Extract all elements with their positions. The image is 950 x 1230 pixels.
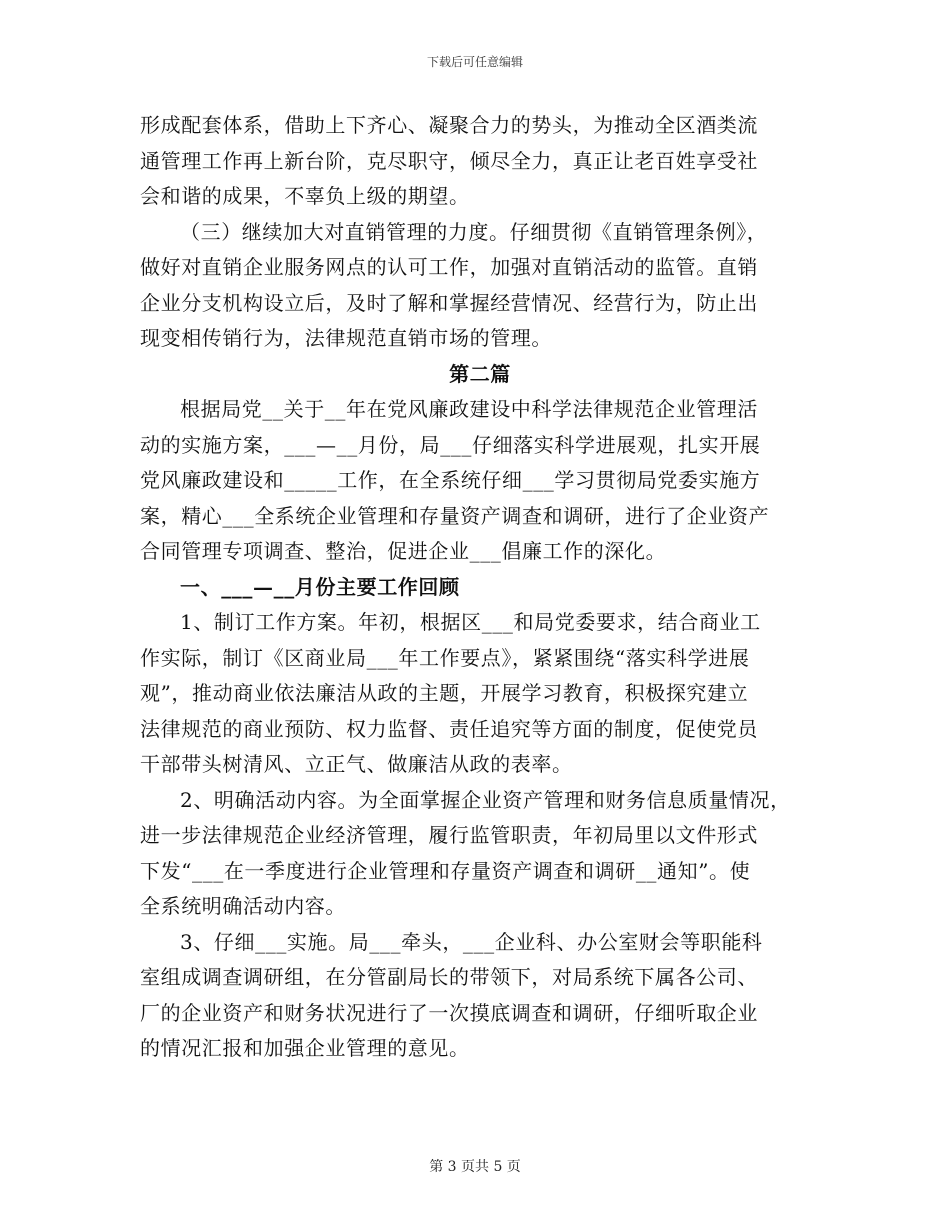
text-line: 干部带头树清风、立正气、做廉洁从政的表率。 [140,752,573,776]
text-line: 观”，推动商业依法廉洁从政的主题，开展学习教育，积极探究建立 [140,681,749,705]
text-line: 根据局党__关于__年在党风廉政建设中科学法律规范企业管理活 [180,397,758,421]
section-heading: 一、___—__月份主要工作回顾 [180,574,460,599]
text-line: 党风廉政建设和_____工作，在全系统仔细___学习贯彻局党委实施方 [140,468,761,492]
text-line: （三）继续加大对直销管理的力度。仔细贯彻《直销管理条例》， [180,219,768,244]
section-title: 第二篇 [449,361,511,386]
text-line: 3、仔细___实施。局___牵头，___企业科、办公室财会等职能科 [180,929,763,954]
text-line: 进一步法律规范企业经济管理，履行监管职责，年初局里以文件形式 [140,823,758,847]
page-footer: 第 3 页共 5 页 [429,1159,521,1175]
text-line: 现变相传销行为，法律规范直销市场的管理。 [140,326,552,350]
text-line: 1、制订工作方案。年初，根据区___和局党委要求，结合商业工 [180,610,761,634]
text-line: 动的实施方案，___—__月份，局___仔细落实科学进展观，扎实开展 [140,432,761,457]
document-body [140,108,820,1067]
text-line: 法律规范的商业预防、权力监督、责任追究等方面的制度，促使党员 [140,716,758,741]
page-header: 下载后可任意编辑 [426,55,523,69]
text-line: 全系统明确活动内容。 [140,894,346,918]
text-line: 作实际，制订《区商业局___年工作要点》，紧紧围绕“落实科学进展 [140,645,750,670]
text-line: 合同管理专项调查、整治，促进企业___倡廉工作的深化。 [140,539,667,563]
text-line: 厂的企业资产和财务状况进行了一次摸底调查和调研，仔细听取企业 [140,1000,758,1025]
text-line: 下发“___在一季度进行企业管理和存量资产调查和调研__通知”。使 [140,858,751,883]
text-line: 2、明确活动内容。为全面掌握企业资产管理和财务信息质量情况， [180,787,791,812]
text-line: 通管理工作再上新台阶，克尽职守，倾尽全力，真正让老百姓享受社 [140,148,758,173]
text-line: 形成配套体系，借助上下齐心、凝聚合力的势头，为推动全区酒类流 [140,113,758,137]
text-line: 会和谐的成果，不辜负上级的期望。 [140,184,470,208]
text-line: 案，精心___全系统企业管理和存量资产调查和调研，进行了企业资产 [140,503,770,528]
text-line: 做好对直销企业服务网点的认可工作，加强对直销活动的监管。直销 [140,255,758,279]
text-line: 的情况汇报和加强企业管理的意见。 [140,1036,470,1060]
text-line: 室组成调查调研组，在分管副局长的带领下，对局系统下属各公司、 [140,965,758,989]
text-line: 企业分支机构设立后，及时了解和掌握经营情况、经营行为，防止出 [140,290,758,315]
